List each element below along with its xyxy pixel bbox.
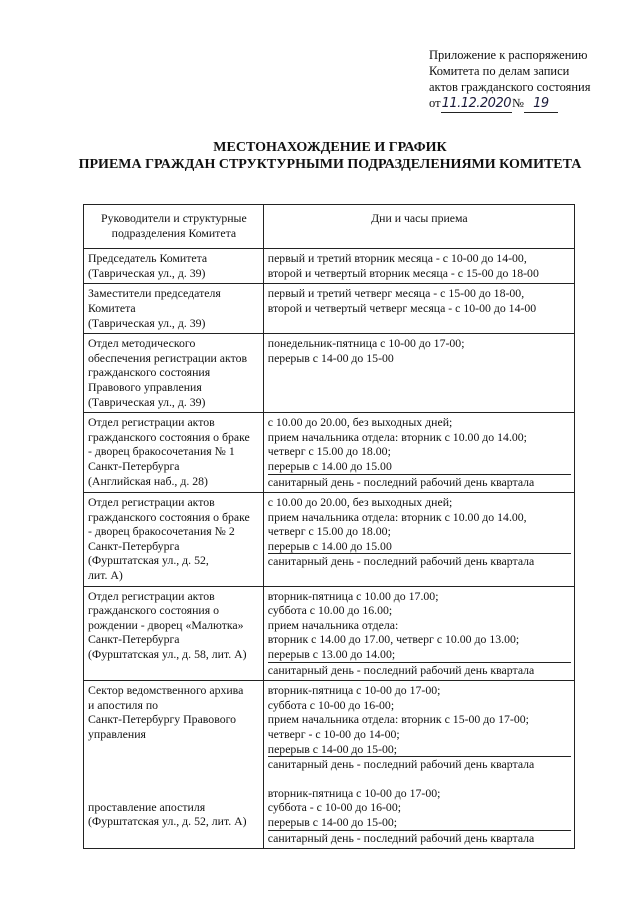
header-text: подразделения Комитета [111,225,237,240]
hours-cell [263,681,574,849]
unit-text: Сектор ведомственного архива [88,683,244,698]
unit-text: гражданского состояния о [88,603,219,618]
table-row [84,413,575,493]
order-reference-line: Приложение к распоряжению [429,48,588,62]
sanitary-day-text: санитарный день - последний рабочий день квартала [267,830,535,845]
unit-text: - дворец бракосочетания № 2 [88,524,235,539]
unit-text: обеспечения регистрации актов [88,350,248,365]
hours-text: первый и третий четверг месяца - с 15-00 до 18-00, [267,286,525,301]
unit-text: (Таврическая ул., д. 39) [88,394,206,409]
table-row [84,681,575,849]
hours-text: четверг - с 10-00 до 14-00; [267,727,400,741]
unit-text: Отдел методического [88,336,196,351]
unit-text: (Фурштатская ул., д. 52, лит. А) [88,814,247,829]
unit-text: рождении - дворец «Малютка» [88,617,244,632]
header-cell-units [84,205,264,249]
sanitary-day-text: санитарный день - последний рабочий день квартала [267,662,535,677]
unit-text: гражданского состояния о браке [88,509,250,524]
header-text: Дни и часы приема [371,211,468,225]
table-row [84,493,575,587]
document-title [60,139,600,173]
table-row [84,586,575,681]
sanitary-day-text: санитарный день - последний рабочий день квартала [267,474,535,489]
hours-cell [263,249,574,284]
header-cell-hours [263,205,574,249]
unit-text: (Таврическая ул., д. 39) [88,315,206,330]
hours-text: вторник-пятница с 10-00 до 17-00; [267,785,441,800]
header-text: Руководители и структурные [101,211,247,225]
hours-cell [263,284,574,334]
unit-text: Отдел регистрации актов [88,588,215,603]
hours-text: прием начальника отдела: вторник с 10.00 до 14.00, [267,509,527,524]
unit-cell [84,413,264,493]
hours-cell [263,493,574,587]
unit-text: гражданского состояния о браке [88,429,250,444]
hours-text: вторник с 14.00 до 17.00, четверг с 10.00 до 13.00; [267,632,520,647]
hours-cell [263,413,574,493]
hours-cell [263,586,574,681]
unit-text: Отдел регистрации актов [88,495,215,510]
unit-cell [84,586,264,681]
hours-text: перерыв с 14-00 до 15-00; [268,742,571,758]
unit-text: лит. А) [88,568,123,583]
sanitary-day-text: санитарный день - последний рабочий день квартала [267,554,535,569]
hours-text: с 10.00 до 20.00, без выходных дней; [267,415,453,430]
unit-text: гражданского состояния [88,365,211,380]
title-line: ПРИЕМА ГРАЖДАН СТРУКТУРНЫМИ ПОДРАЗДЕЛЕНИЯМИ КОМИТЕТА [78,157,582,172]
hours-text: прием начальника отдела: вторник с 10.00 до 14.00; [267,429,527,444]
unit-text: Председатель Комитета [88,251,208,266]
sanitary-day-text: санитарный день - последний рабочий день квартала [267,757,535,772]
unit-text: Санкт-Петербурга [88,458,180,473]
title-line: МЕСТОНАХОЖДЕНИЕ И ГРАФИК [213,140,447,155]
hours-text: вторник-пятница с 10-00 до 17-00; [267,683,441,698]
hours-text: суббота - с 10-00 до 16-00; [267,800,401,815]
hours-text: перерыв с 13.00 до 14.00; [268,647,571,663]
date-prefix: от [429,96,441,110]
hours-text: перерыв с 14-00 до 15-00; [268,815,571,831]
reception-schedule-table [83,204,575,849]
hours-text: четверг с 15.00 до 18.00; [267,444,391,459]
table-row [84,334,575,413]
unit-cell [84,681,264,849]
unit-text: проставление апостиля [88,799,206,814]
unit-cell [84,334,264,413]
order-reference-block [429,47,614,113]
hours-text: с 10.00 до 20.00, без выходных дней; [267,495,453,510]
hours-text: второй и четвертый вторник месяца - с 15-00 до 18-00 [267,265,539,280]
hours-text: второй и четвертый четверг месяца - с 10-00 до 14-00 [267,300,537,315]
hours-text: прием начальника отдела: вторник с 15-00 до 17-00; [267,712,529,727]
unit-text: Санкт-Петербурга [88,632,180,647]
hours-text: перерыв с 14-00 до 15-00 [267,350,394,365]
number-field [524,95,558,113]
unit-cell [84,249,264,284]
hours-text: суббота с 10-00 до 16-00; [267,697,395,712]
order-date-number-line [429,95,614,113]
unit-text: Санкт-Петербургу Правового [88,712,237,727]
number-label: № [512,96,524,110]
handwritten-number: 19 [533,96,549,111]
hours-text: прием начальника отдела: [267,617,399,632]
hours-text: вторник-пятница с 10.00 до 17.00; [267,588,439,603]
unit-text: Отдел регистрации актов [88,415,215,430]
hours-text: понедельник-пятница с 10-00 до 17-00; [267,336,465,351]
spacer [88,742,260,800]
hours-text: четверг с 15.00 до 18.00; [267,524,391,539]
unit-text: Санкт-Петербурга [88,538,180,553]
unit-text: управления [88,727,146,741]
table-row [84,249,575,284]
spacer [268,772,571,786]
unit-cell [84,493,264,587]
unit-text: - дворец бракосочетания № 1 [88,444,235,459]
unit-cell [84,284,264,334]
hours-cell [263,334,574,413]
handwritten-date: 11.12.2020 [441,96,511,111]
unit-text: (Фурштатская ул., д. 52, [88,553,209,568]
order-reference-line: актов гражданского состояния [429,80,591,94]
unit-text: и апостиля по [88,697,159,712]
order-reference-line: Комитета по делам записи [429,64,570,78]
hours-text: первый и третий вторник месяца - с 10-00 до 14-00, [267,251,527,266]
unit-text: (Таврическая ул., д. 39) [88,265,206,280]
hours-text: суббота с 10.00 до 16.00; [267,603,393,618]
unit-text: Правового управления [88,379,202,394]
table-row [84,284,575,334]
hours-text: перерыв с 14.00 до 15.00 [268,539,571,555]
hours-text: перерыв с 14.00 до 15.00 [268,459,571,475]
unit-text: Заместители председателя [88,286,221,301]
table-header-row [84,205,575,249]
unit-text: Комитета [88,300,136,315]
unit-text: (Фурштатская ул., д. 58, лит. А) [88,647,247,662]
unit-text: (Английская наб., д. 28) [88,473,208,488]
